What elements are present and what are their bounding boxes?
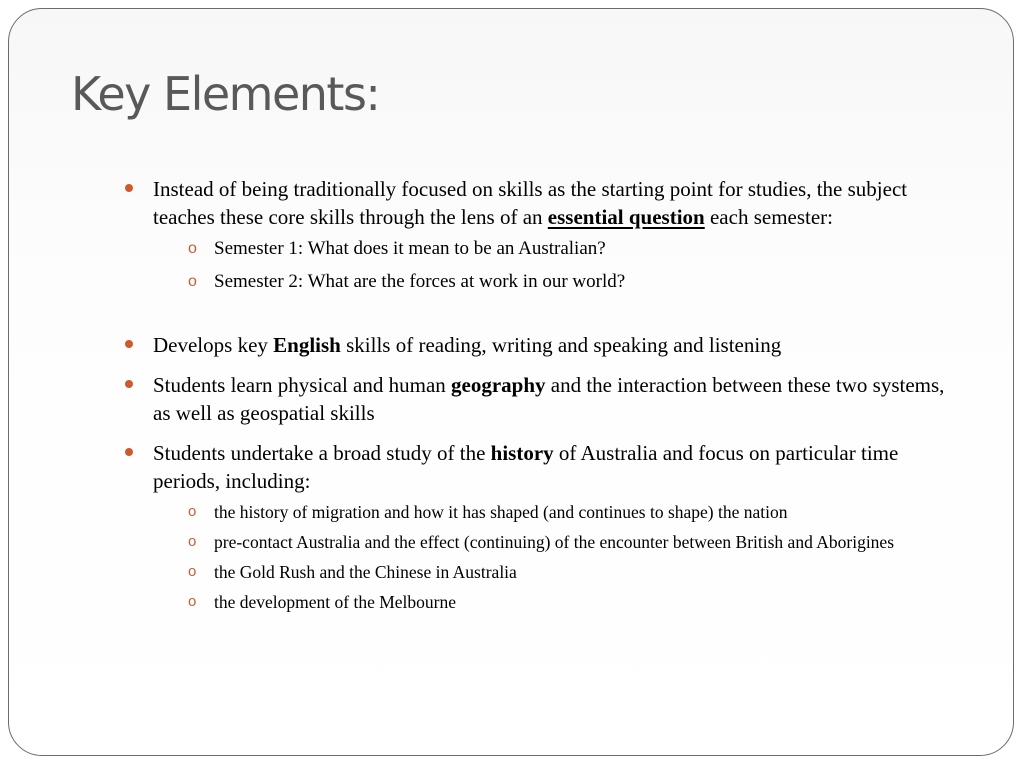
sub-item bbox=[153, 269, 962, 295]
sub-item bbox=[153, 500, 962, 524]
circle-bullet-icon: o bbox=[188, 563, 197, 580]
sub-item-text: the development of the Melbourne bbox=[214, 592, 457, 612]
circle-bullet-icon: o bbox=[188, 240, 197, 257]
bullet-text: of Australia and focus on particular time periods, including: bbox=[153, 441, 899, 493]
bullet-dot-icon bbox=[125, 340, 133, 348]
sub-item-text: Semester 2: What are the forces at work in our world? bbox=[214, 271, 626, 292]
circle-bullet-icon: o bbox=[188, 533, 197, 550]
sub-item bbox=[153, 590, 962, 614]
slide-title: Key Elements: bbox=[71, 67, 380, 121]
slide-content bbox=[122, 175, 962, 620]
sub-item bbox=[153, 560, 962, 584]
bullet-text: Students learn physical and human bbox=[153, 373, 452, 397]
bullet-emphasis: geography bbox=[451, 373, 546, 397]
bullet-text: each semester: bbox=[704, 205, 834, 229]
bullet-emphasis: history bbox=[490, 441, 554, 465]
sub-item-text: pre-contact Australia and the effect (continuing) of the encounter between British and Aborigines bbox=[214, 532, 895, 552]
bullet-text: Instead of being traditionally focused on skills as the starting point for studies, the subject teaches these core skills through the lens of an bbox=[153, 177, 908, 229]
bullet-text: and the interaction between these two systems, as well as geospatial skills bbox=[153, 373, 945, 425]
bullet-dot-icon bbox=[125, 448, 133, 456]
circle-bullet-icon: o bbox=[188, 273, 197, 290]
sub-list bbox=[153, 500, 962, 614]
bullet-emphasis: essential question bbox=[547, 205, 705, 229]
circle-bullet-icon: o bbox=[188, 593, 197, 610]
bullet-dot-icon bbox=[125, 380, 133, 388]
slide-frame bbox=[8, 8, 1014, 756]
bullet-dot-icon bbox=[125, 184, 133, 192]
sub-item bbox=[153, 236, 962, 262]
bullet-text: Develops key bbox=[153, 333, 274, 357]
sub-list bbox=[153, 236, 962, 295]
bullet-history bbox=[122, 439, 962, 614]
sub-item-text: the history of migration and how it has shaped (and continues to shape) the nation bbox=[214, 502, 788, 522]
bullet-english bbox=[122, 331, 962, 359]
sub-item bbox=[153, 530, 962, 554]
bullet-list bbox=[122, 175, 962, 614]
bullet-emphasis: English bbox=[273, 333, 341, 357]
bullet-geography bbox=[122, 371, 962, 427]
circle-bullet-icon: o bbox=[188, 503, 197, 520]
sub-item-text: Semester 1: What does it mean to be an Australian? bbox=[214, 238, 606, 259]
bullet-essential-question bbox=[122, 175, 962, 295]
bullet-text: skills of reading, writing and speaking and listening bbox=[340, 333, 782, 357]
bullet-text: Students undertake a broad study of the bbox=[153, 441, 491, 465]
sub-item-text: the Gold Rush and the Chinese in Australia bbox=[214, 562, 517, 582]
